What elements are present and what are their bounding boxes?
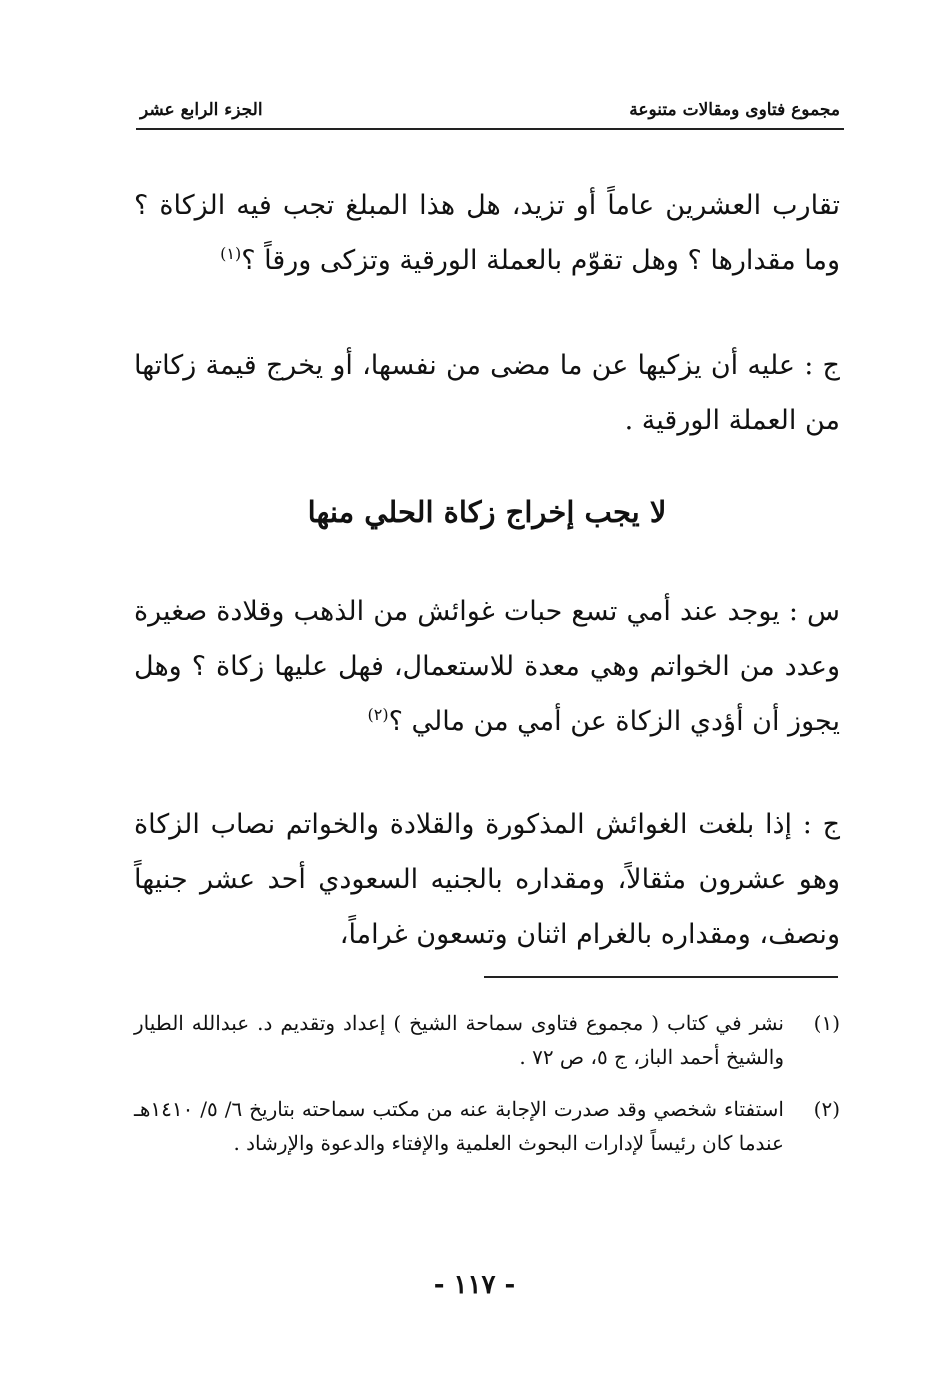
footnote-2	[134, 1092, 840, 1160]
footnote-2-text: استفتاء شخصي وقد صدرت الإجابة عنه من مكتب سماحته بتاريخ ٦/ ٥/ ١٤١٠هـ عندما كان رئيساً لإدارات البحوث العلمية والإفتاء والدعوة والإرشاد .	[134, 1097, 784, 1155]
question-2-text: س : يوجد عند أمي تسع حبات غوائش من الذهب وقلادة صغيرة وعدد من الخواتم وهي معدة للاستعمال، فهل عليها زكاة ؟ وهل يجوز أن أؤدي الزكاة عن أمي من مالي ؟	[134, 596, 840, 737]
footnote-1-number: (١)	[813, 1011, 840, 1035]
footnote-divider	[484, 976, 838, 978]
volume-label: الجزء الرابع عشر	[140, 100, 263, 120]
question-continuation-text: تقارب العشرين عاماً أو تزيد، هل هذا المبلغ تجب فيه الزكاة ؟ وما مقدارها ؟ وهل تقوّم بالعملة الورقية وتزكى ورقاً ؟	[134, 190, 840, 276]
answer-2: ج : إذا بلغت الغوائش المذكورة والقلادة والخواتم نصاب الزكاة وهو عشرون مثقالاً، ومقداره بالجنيه السعودي أحد عشر جنيهاً ونصف، ومقداره بالغرام اثنان وتسعون غراماً،	[134, 809, 840, 950]
running-header	[136, 98, 844, 130]
page-number: - ١١٧ -	[433, 1270, 516, 1300]
book-title: مجموع فتاوى ومقالات متنوعة	[629, 100, 840, 120]
question-continuation	[134, 178, 840, 288]
footnote-ref-2: (٢)	[367, 705, 389, 724]
section-title: لا يجب إخراج زكاة الحلي منها	[307, 495, 667, 529]
answer-1: ج : عليه أن يزكيها عن ما مضى من نفسها، أو يخرج قيمة زكاتها من العملة الورقية .	[134, 350, 840, 436]
footnote-2-number: (٢)	[813, 1097, 840, 1121]
footnote-ref-1: (١)	[220, 244, 242, 263]
question-2	[134, 584, 840, 749]
footnote-1	[134, 1006, 840, 1074]
footnote-1-text: نشر في كتاب ( مجموع فتاوى سماحة الشيخ ) إعداد وتقديم د. عبدالله الطيار والشيخ أحمد الباز، ج ٥، ص ٧٢ .	[134, 1011, 784, 1069]
